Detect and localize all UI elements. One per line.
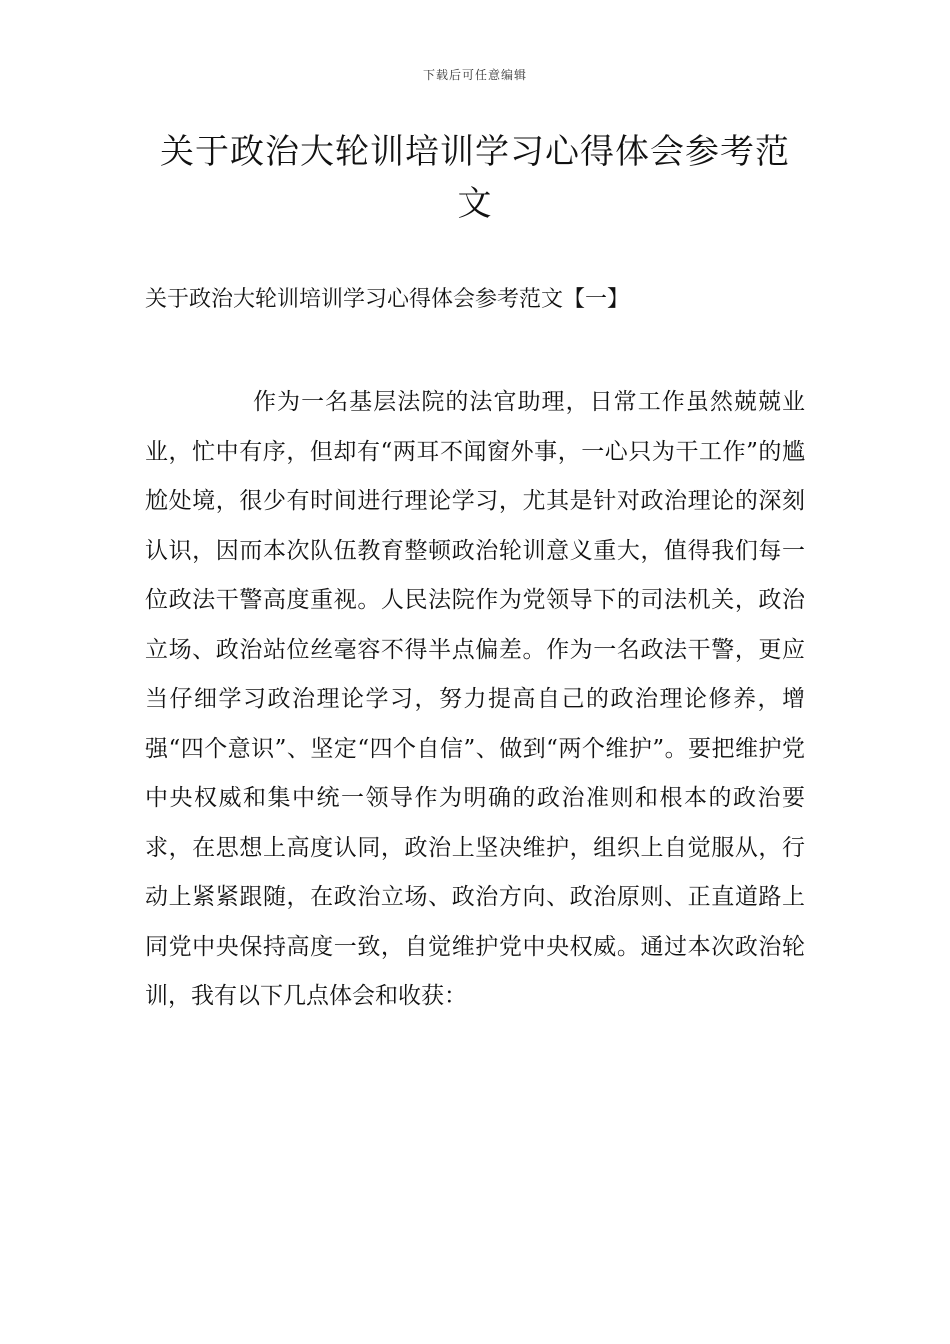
document-title: 关于政治大轮训培训学习心得体会参考范文 <box>160 132 790 224</box>
body-paragraph: 作为一名基层法院的法官助理，日常工作虽然兢兢业业，忙中有序，但却有“两耳不闻窗外事，一心只为干工作”的尴尬处境，很少有时间进行理论学习，尤其是针对政治理论的深刻认识，因而本次队伍教育整顿政治轮训意义重大，值得我们每一位政法干警高度重视。人民法院作为党领导下的司法机关，政治立场、政治站位丝毫容不得半点偏差。作为一名政法干警，更应当仔细学习政治理论学习，努力提高自己的政治理论修养，增强“四个意识”、坚定“四个自信”、做到“两个维护”。要把维护党中央权威和集中统一领导作为明确的政治准则和根本的政治要求，在思想上高度认同，政治上坚决维护，组织上自觉服从，行动上紧紧跟随，在政治立场、政治方向、政治原则、正直道路上同党中央保持高度一致，自觉维护党中央权威。通过本次政治轮训，我有以下几点体会和收获： <box>145 389 805 1009</box>
header-note: 下载后可任意编辑 <box>422 68 527 82</box>
section-heading: 关于政治大轮训培训学习心得体会参考范文【一】 <box>145 287 630 312</box>
